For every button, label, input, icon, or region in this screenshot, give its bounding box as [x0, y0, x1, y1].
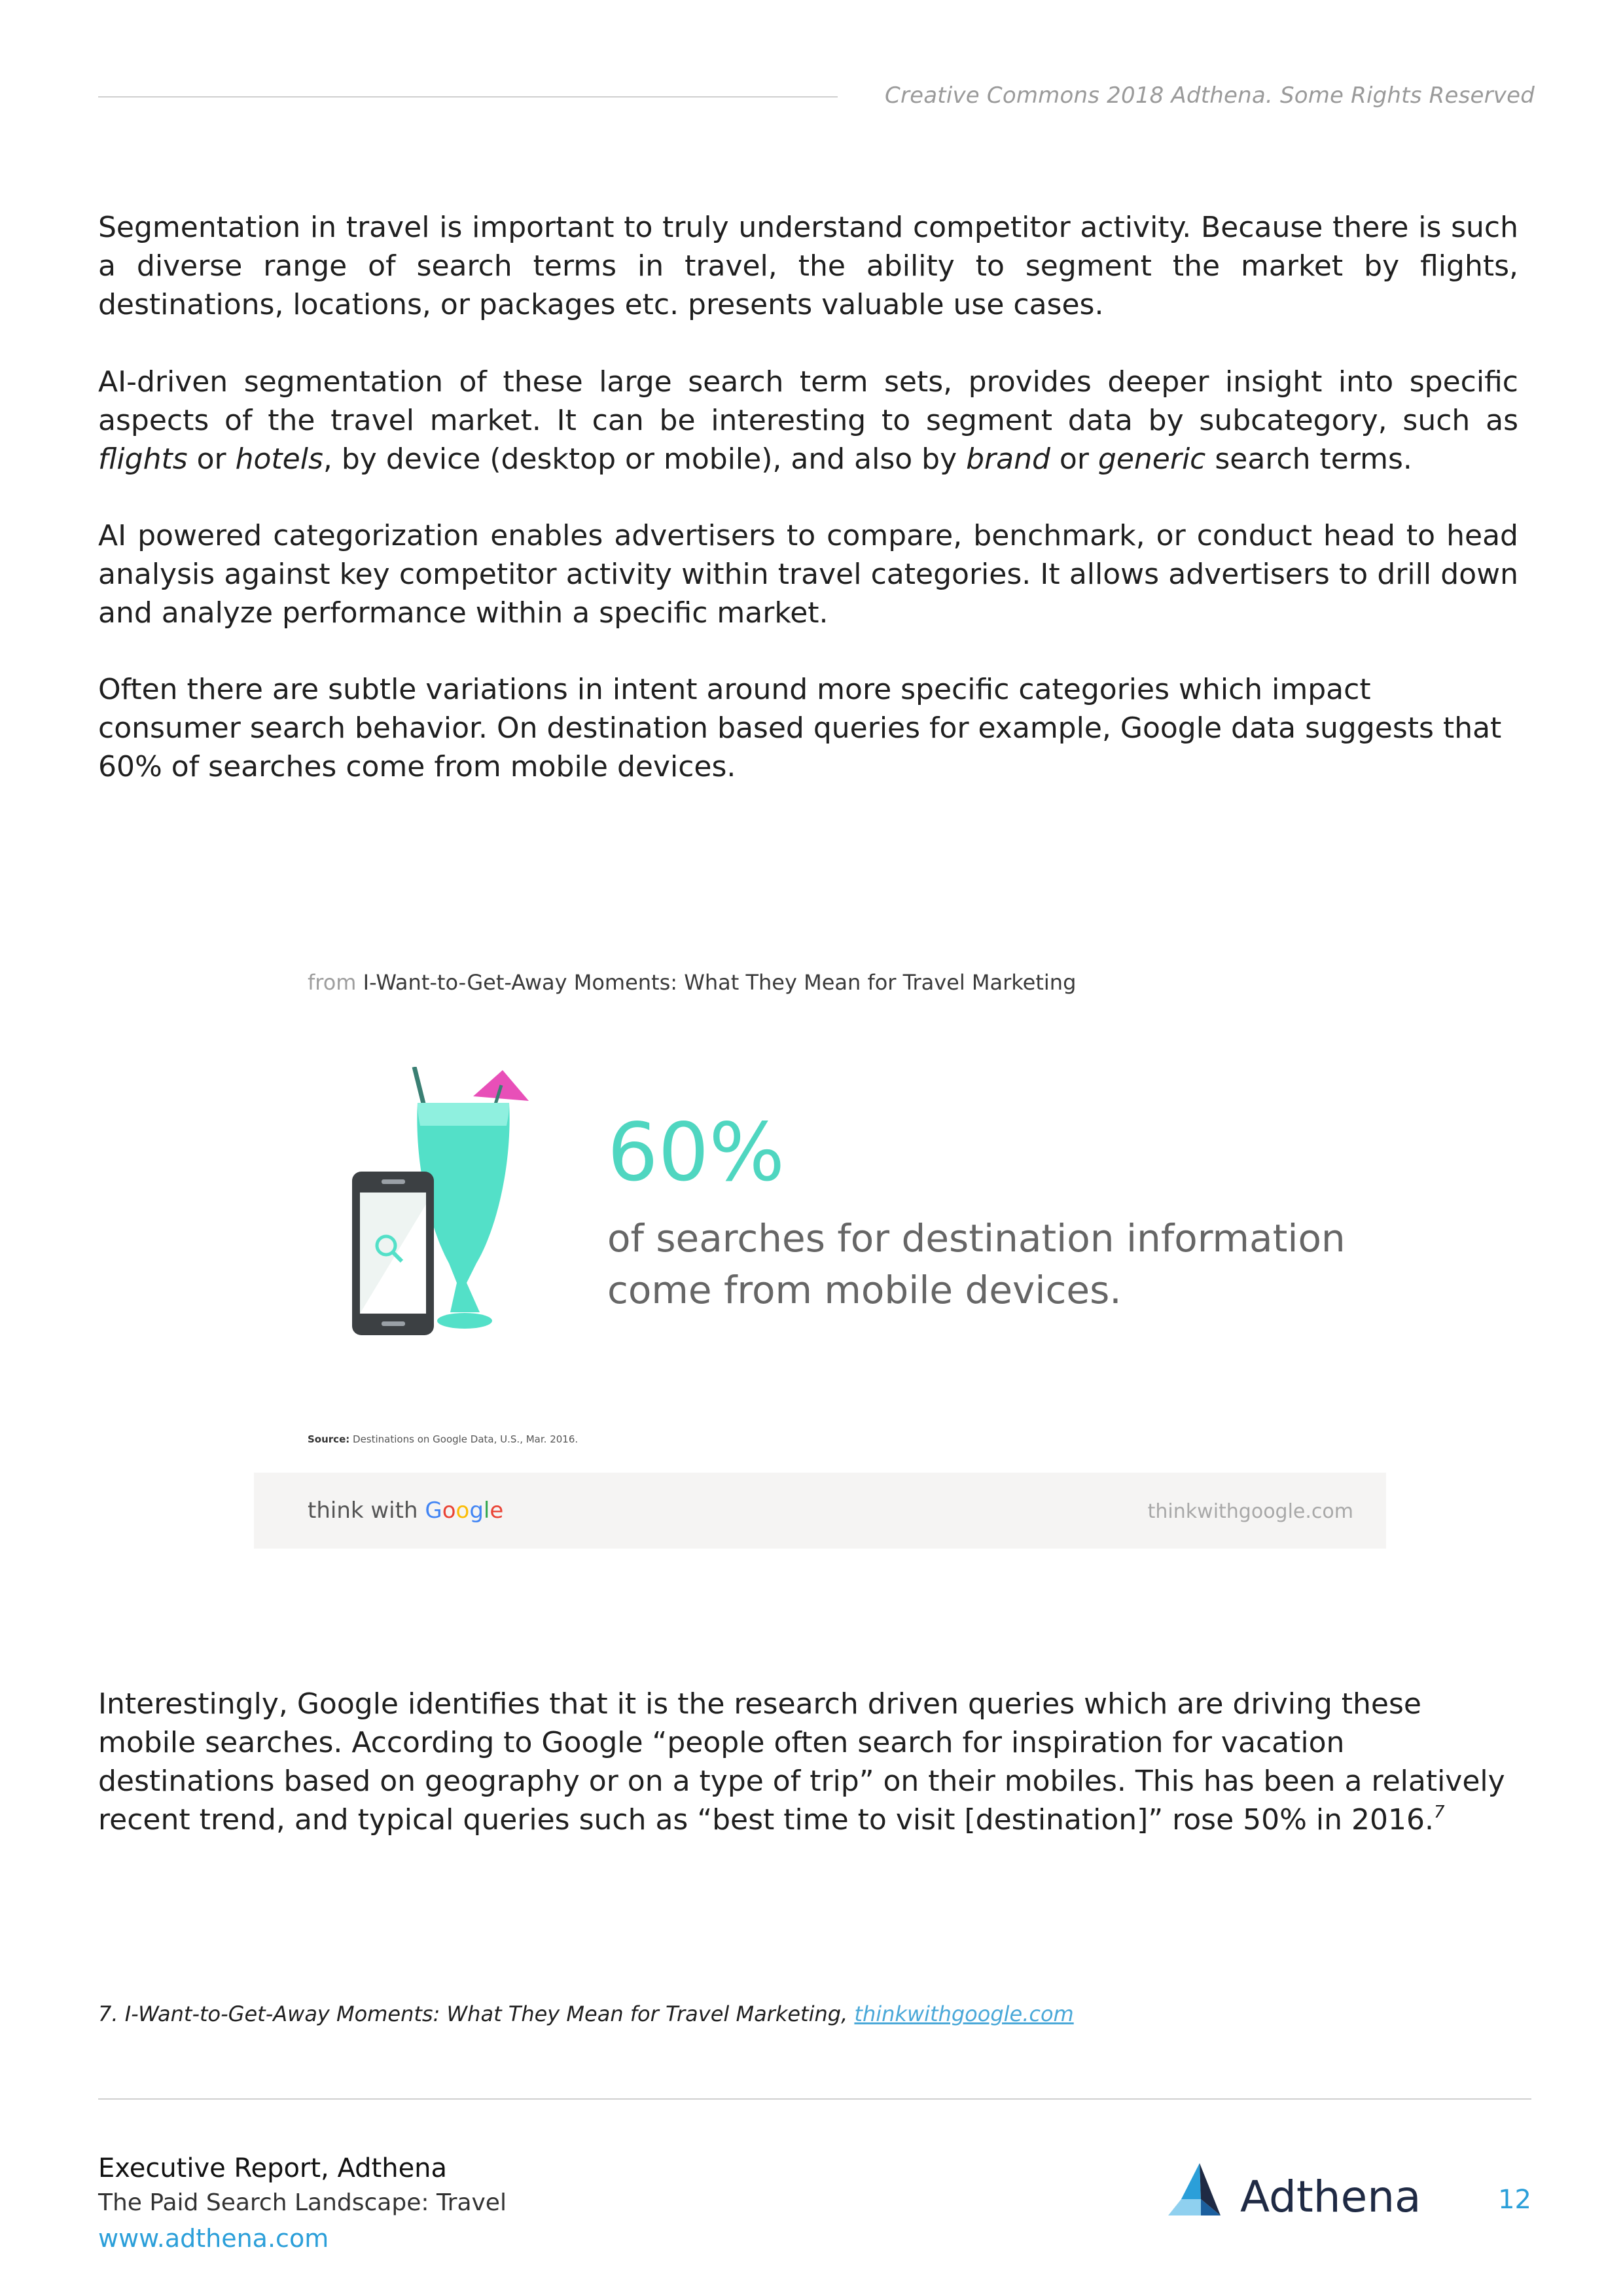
text-run: or: [1050, 442, 1098, 476]
brand-google: [425, 1498, 503, 1524]
infographic-brand-bar: [254, 1473, 1386, 1549]
term-flights: flights: [98, 442, 188, 476]
source-text: Destinations on Google Data, U.S., Mar. 2016.: [353, 1433, 579, 1445]
google-letter: e: [490, 1498, 504, 1524]
paragraph-segmentation: Segmentation in travel is important to truly understand competitor activity. Because there is such a diverse range of search terms in travel, the ability to segment the market by flights, destinations, locations, or packages etc. presents valuable use cases.: [98, 211, 1518, 321]
text-run: AI-driven segmentation of these large search term sets, provides deeper insight into specific aspects of the travel market. It can be interesting to segment data by subcategory, such as: [98, 365, 1518, 437]
term-generic: generic: [1097, 442, 1206, 476]
brand-think-with: think with: [308, 1498, 418, 1524]
google-letter: g: [469, 1498, 484, 1524]
source-label: Source:: [308, 1433, 350, 1445]
term-hotels: hotels: [235, 442, 323, 476]
paragraph-ai-segmentation: [98, 363, 1518, 478]
footnote: [98, 2001, 1074, 2026]
phone-and-cocktail-illustration: [352, 1067, 588, 1355]
paragraph-intent-variations: Often there are subtle variations in intent around more specific categories which impact consumer search behavior. On destination based queries for example, Google data suggests that 60% of searches come from mobile devices.: [98, 673, 1502, 783]
google-letter: l: [483, 1498, 490, 1524]
infographic-title: [308, 970, 1076, 995]
footnote-text: 7. I-Want-to-Get-Away Moments: What They Mean for Travel Marketing,: [98, 2001, 855, 2026]
text-run: Interestingly, Google identifies that it is the research driven queries which are driving these mobile searches. According to Google “people often search for inspiration for vacation destinations based on geography or on a type of trip” on their mobiles. This has been a relatively recent trend, and typical queries such as “best time to visit [destination]” rose 50% in 2016.: [98, 1687, 1505, 1837]
adthena-logo-text: Adthena: [1240, 2172, 1421, 2222]
term-brand: brand: [966, 442, 1050, 476]
infographic-stat: 60%: [607, 1106, 785, 1199]
footer-report-title: Executive Report, Adthena: [98, 2153, 448, 2183]
infographic-brand-url: thinkwithgoogle.com: [1147, 1500, 1353, 1523]
infographic-caption-line1: of searches for destination information: [607, 1216, 1346, 1261]
think-with-google-logo: [308, 1498, 503, 1524]
paragraph-ai-categorization: AI powered categorization enables advertisers to compare, benchmark, or conduct head to head analysis against key competitor activity within travel categories. It allows advertisers to drill down and analyze performance within a specific market.: [98, 519, 1518, 630]
text-run: , by device (desktop or mobile), and also by: [323, 442, 967, 476]
infographic-source: [308, 1433, 578, 1445]
adthena-logo-icon: [1168, 2163, 1230, 2219]
infographic-from-label: from: [308, 970, 357, 995]
footer-divider: [98, 2098, 1531, 2100]
google-letter: o: [442, 1498, 456, 1524]
footer-report-subtitle: The Paid Search Landscape: Travel: [98, 2189, 507, 2216]
paragraph-research-queries: [98, 1685, 1505, 1839]
footnote-reference[interactable]: 7: [1434, 1803, 1445, 1822]
google-letter: G: [425, 1498, 442, 1524]
infographic-caption-line2: come from mobile devices.: [607, 1268, 1122, 1312]
smartphone-icon: [352, 1172, 434, 1335]
footnote-link[interactable]: thinkwithgoogle.com: [854, 2001, 1074, 2026]
page-number: 12: [1498, 2185, 1531, 2215]
google-letter: o: [455, 1498, 470, 1524]
footer-website-link[interactable]: www.adthena.com: [98, 2224, 329, 2253]
infographic-title-text: I-Want-to-Get-Away Moments: What They Mean for Travel Marketing: [363, 970, 1077, 995]
copyright-notice: Creative Commons 2018 Adthena. Some Rights Reserved: [885, 82, 1535, 109]
header-divider: [98, 96, 838, 98]
text-run: search terms.: [1205, 442, 1412, 476]
think-with-google-infographic: [254, 949, 1386, 1558]
text-run: or: [187, 442, 236, 476]
